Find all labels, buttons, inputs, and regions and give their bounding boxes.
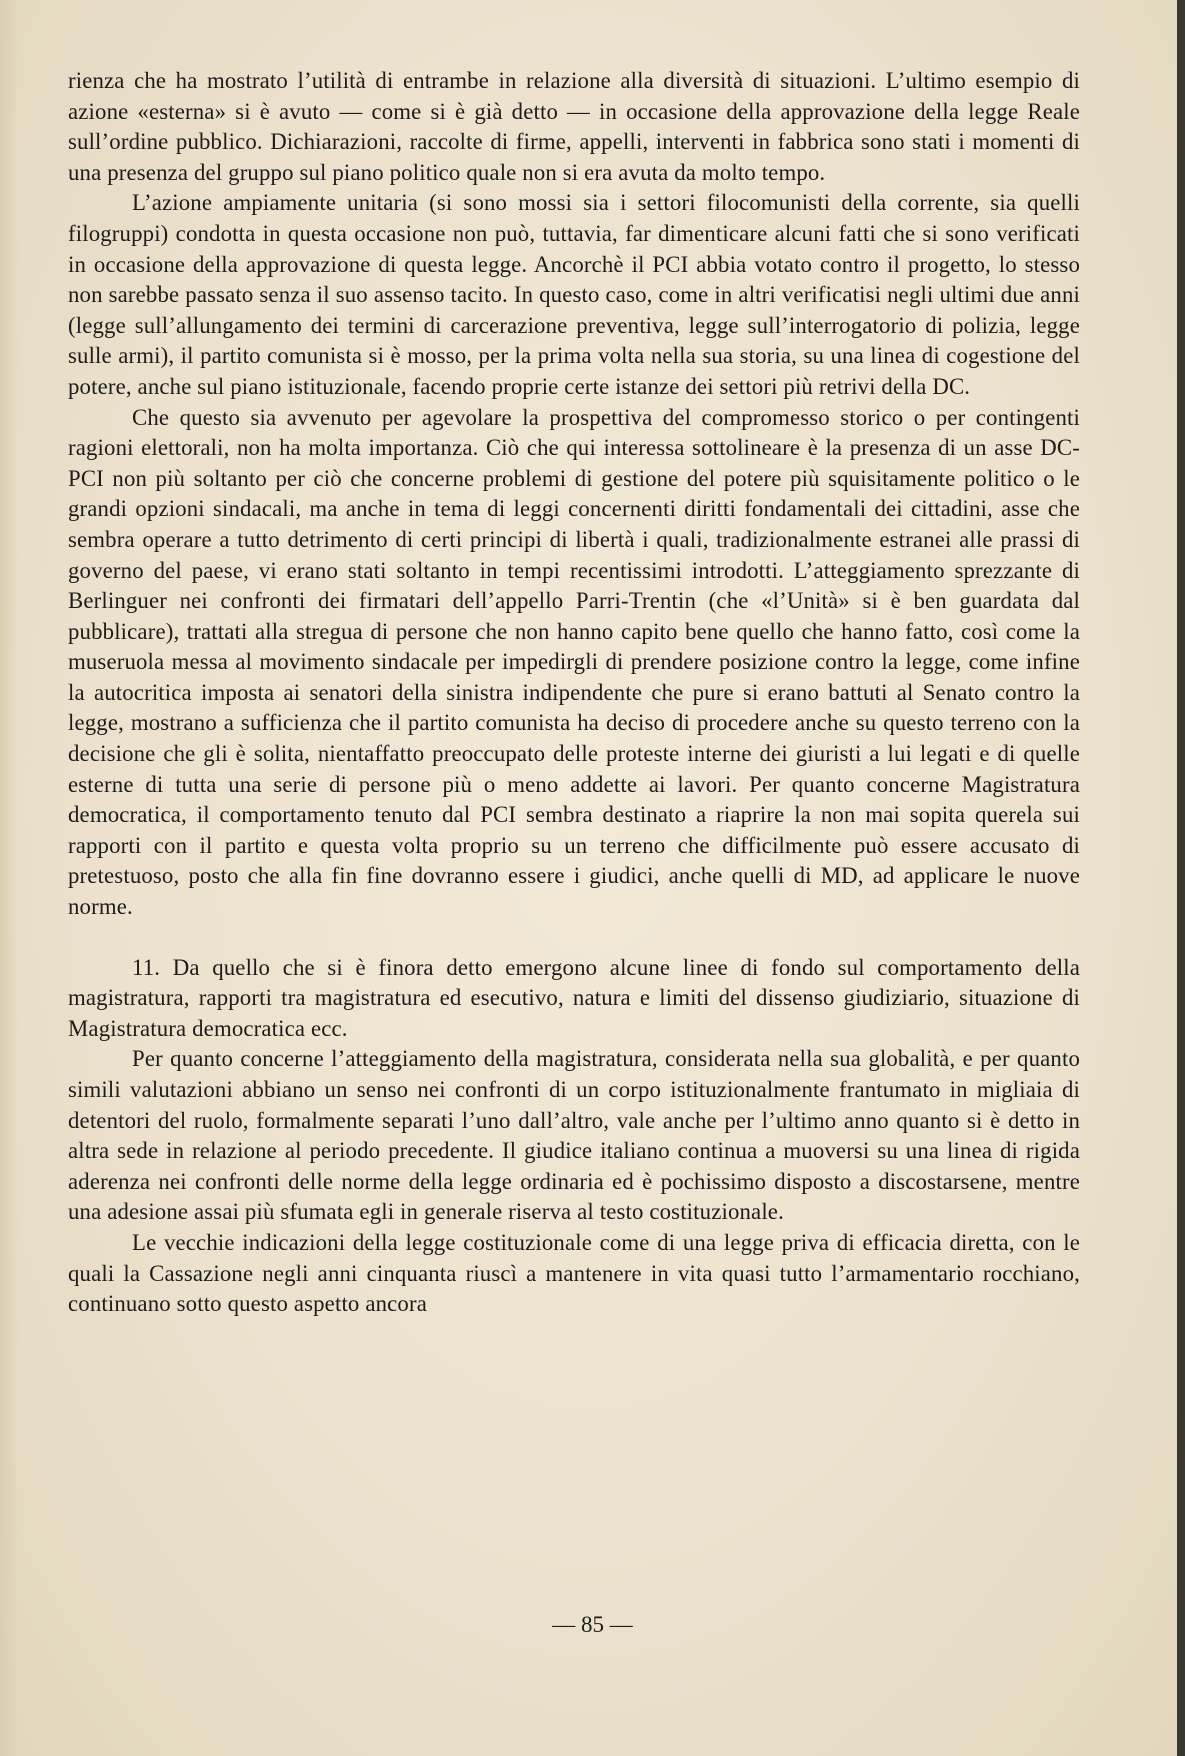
paragraph-section-11: 11. Da quello che si è finora detto emergono alcune linee di fondo sul comportamento della magistratura, rapporti tra magistratura ed esecutivo, natura e limiti del dissenso giudiziario, situazione di Magistratura democratica ecc.: [68, 954, 1080, 1041]
paragraph-5: Per quanto concerne l’atteggiamento della magistratura, considerata nella sua globalità, e per quanto simili valutazioni abbiano un senso nei confronti di un corpo istituzionalmente frantumato in migliaia di detentori del ruolo, formalmente separati l’uno dall’altro, vale anche per l’ultimo anno quanto si è detto in altra sede in relazione al periodo precedente. Il giudice italiano continua a muoversi su una linea di rigida aderenza nei confronti delle norme della legge ordinaria ed è pochissimo disposto a discostarsene, mentre una adesione assai più sfumata egli in generale riserva al testo costituzionale.: [68, 1046, 1080, 1225]
paragraph-3: Che questo sia avvenuto per agevolare la prospettiva del compromesso storico o per contingenti ragioni elettorali, non ha molta importanza. Ciò che qui interessa sottolineare è la presenza di un asse DC-PCI non più soltanto per ciò che concerne problemi di gestione del potere più squisitamente politico o le grandi opzioni sindacali, ma anche in tema di leggi concernenti diritti fondamentali dei cittadini, asse che sembra operare a tutto detrimento di certi principi di libertà i quali, tradizionalmente estranei alle prassi di governo del paese, vi erano stati soltanto in tempi recentissimi introdotti. L’atteggiamento sprezzante di Berlinguer nei confronti dei firmatari dell’appello Parri-Trentin (che «l’Unità» si è ben guardata dal pubblicare), trattati alla stregua di persone che non hanno capito bene quello che hanno fatto, così come la museruola messa al movimento sindacale per impedirgli di prendere posizione contro la legge, come infine la autocritica imposta ai senatori della sinistra indipendente che pure si erano battuti al Senato contro la legge, mostrano a sufficienza che il partito comunista ha deciso di procedere anche su questo terreno con la decisione che gli è solita, nientaffatto preoccupato delle proteste interne dei giuristi a lui legati e di quelle esterne di tutta una serie di persone più o meno addette ai lavori. Per quanto concerne Magistratura democratica, il comportamento tenuto dal PCI sembra destinato a riaprire la non mai sopita querela sui rapporti con il partito e questa volta proprio su un terreno che difficilmente può essere accusato di pretestuoso, posto che alla fin fine dovranno essere i giudici, anche quelli di MD, ad applicare le nuove norme.: [68, 404, 1080, 920]
paragraph-1: rienza che ha mostrato l’utilità di entrambe in relazione alla diversità di situazioni. L’ultimo esempio di azione «esterna» si è avuto — come si è già detto — in occasione della approvazione della legge Reale sull’ordine pubblico. Dichiarazioni, raccolte di firme, appelli, interventi in fabbrica sono stati i momenti di una presenza del gruppo sul piano politico quale non si era avuta da molto tempo.: [68, 68, 1080, 185]
paragraph-6: Le vecchie indicazioni della legge costituzionale come di una legge priva di efficacia diretta, con le quali la Cassazione negli anni cinquanta riuscì a mantenere in vita quasi tutto l’armamentario rocchiano, continuano sotto questo aspetto ancora: [68, 1229, 1080, 1317]
body-text: [68, 66, 1080, 1320]
paragraph-2: L’azione ampiamente unitaria (si sono mossi sia i settori filocomunisti della corrente, sia quelli filogruppi) condotta in questa occasione non può, tuttavia, far dimenticare alcuni fatti che si sono verificati in occasione della approvazione di questa legge. Ancorchè il PCI abbia votato contro il progetto, lo stesso non sarebbe passato senza il suo assenso tacito. In questo caso, come in altri verificatisi negli ultimi due anni (legge sull’allungamento dei termini di carcerazione preventiva, legge sull’interrogatorio di polizia, legge sulle armi), il partito comunista si è mosso, per la prima volta nella sua storia, su una linea di cogestione del potere, anche sul piano istituzionale, facendo proprie certe istanze dei settori più retrivi della DC.: [68, 190, 1080, 399]
page-number: — 85 —: [552, 1612, 633, 1637]
